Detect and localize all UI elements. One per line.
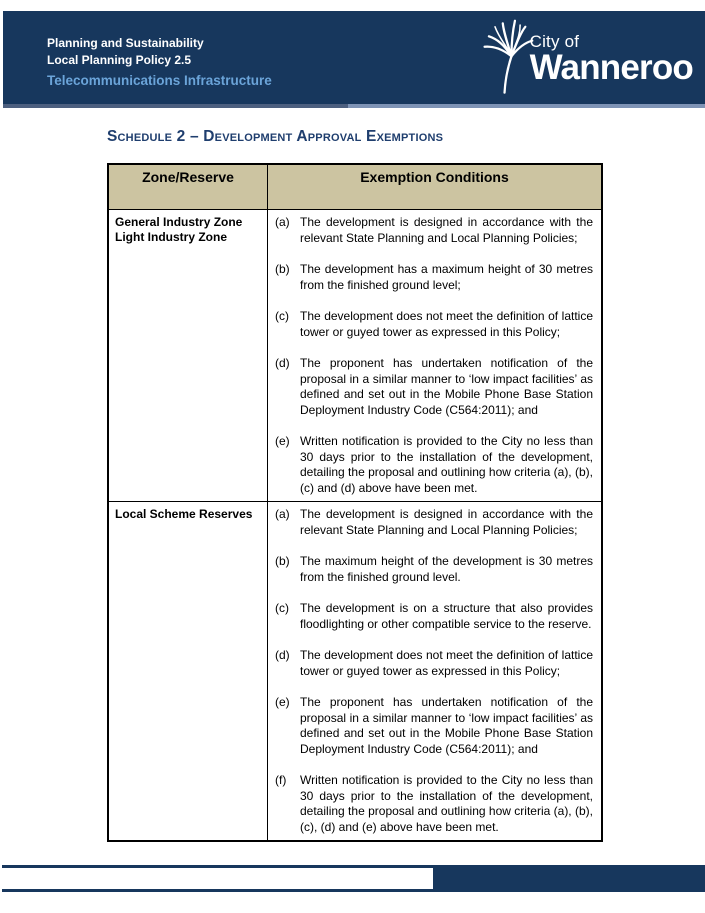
table-header-row — [108, 164, 602, 210]
grass-tree-icon — [482, 17, 534, 99]
header-bottom-edge-right — [348, 104, 705, 108]
condition-text: The development is on a structure that also provides floodlighting or other compatible service to the reserve. — [300, 601, 593, 631]
condition-item — [275, 554, 593, 585]
policy-number: Local Planning Policy 2.5 — [47, 53, 192, 67]
condition-item — [275, 356, 593, 418]
footer-rule-bottom — [2, 889, 705, 892]
column-header-conditions: Exemption Conditions — [268, 164, 603, 210]
table-row — [108, 502, 602, 842]
condition-label: (c) — [275, 601, 289, 615]
condition-label: (a) — [275, 215, 290, 229]
condition-item — [275, 601, 593, 632]
condition-label: (e) — [275, 434, 290, 448]
header-bottom-edge-left — [3, 104, 348, 108]
condition-text: The development has a maximum height of 30 metres from the finished ground level; — [300, 262, 593, 292]
condition-text: The development does not meet the definition of lattice tower or guyed tower as expressed in this Policy; — [300, 648, 593, 678]
condition-text: Written notification is provided to the City no less than 30 days prior to the installation of the development, detailing the proposal and outlining how criteria (a), (b), (c), (d) and (e) above have been met. — [300, 773, 593, 834]
condition-item — [275, 507, 593, 538]
city-of-wanneroo-logo — [482, 17, 693, 99]
zone-name: Local Scheme Reserves — [115, 507, 253, 521]
table-row — [108, 210, 602, 502]
column-header-zone: Zone/Reserve — [108, 164, 268, 210]
condition-item — [275, 434, 593, 496]
policy-subtitle: Telecommunications Infrastructure — [47, 73, 272, 88]
header-bar — [3, 11, 705, 108]
condition-text: The maximum height of the development is 30 metres from the finished ground level. — [300, 554, 593, 584]
condition-label: (b) — [275, 262, 290, 276]
zone-name: General Industry Zone — [115, 215, 243, 229]
logo-city-of: City of — [529, 32, 580, 51]
logo-text — [530, 33, 693, 85]
page-title: Schedule 2 – Development Approval Exemptions — [107, 128, 444, 145]
zone-cell — [108, 210, 268, 502]
condition-label: (b) — [275, 554, 290, 568]
zone-cell — [108, 502, 268, 842]
footer-accent-block — [433, 868, 705, 889]
logo-wanneroo: Wanneroo — [529, 48, 693, 87]
zone-name: Light Industry Zone — [115, 229, 227, 244]
condition-text: The development is designed in accordance with the relevant State Planning and Local Planning Policies; — [300, 215, 593, 245]
table-body — [108, 210, 602, 842]
condition-item — [275, 648, 593, 679]
condition-item — [275, 695, 593, 757]
condition-text: Written notification is provided to the City no less than 30 days prior to the installation of the development, detailing the proposal and outlining how criteria (a), (b), (c) and (d) above have been met. — [300, 434, 593, 495]
condition-text: The proponent has undertaken notification of the proposal in a similar manner to ‘low impact facilities’ as defined and set out in the Mobile Phone Base Station Deployment Industry Code (C564:2011); and — [300, 356, 593, 417]
condition-label: (f) — [275, 773, 287, 787]
department-name: Planning and Sustainability — [47, 36, 204, 50]
condition-text: The development is designed in accordance with the relevant State Planning and Local Planning Policies; — [300, 507, 593, 537]
condition-item — [275, 262, 593, 293]
conditions-cell — [268, 210, 603, 502]
condition-label: (e) — [275, 695, 290, 709]
condition-item — [275, 215, 593, 246]
header-text-block — [47, 35, 272, 90]
condition-label: (d) — [275, 648, 290, 662]
condition-item — [275, 309, 593, 340]
condition-label: (c) — [275, 309, 289, 323]
condition-label: (d) — [275, 356, 290, 370]
condition-item — [275, 773, 593, 835]
conditions-cell — [268, 502, 603, 842]
condition-text: The proponent has undertaken notification of the proposal in a similar manner to ‘low impact facilities’ as defined and set out in the Mobile Phone Base Station Deployment Industry Code (C564:2011); and — [300, 695, 593, 756]
condition-label: (a) — [275, 507, 290, 521]
condition-text: The development does not meet the definition of lattice tower or guyed tower as expressed in this Policy; — [300, 309, 593, 339]
exemptions-table — [107, 163, 603, 842]
